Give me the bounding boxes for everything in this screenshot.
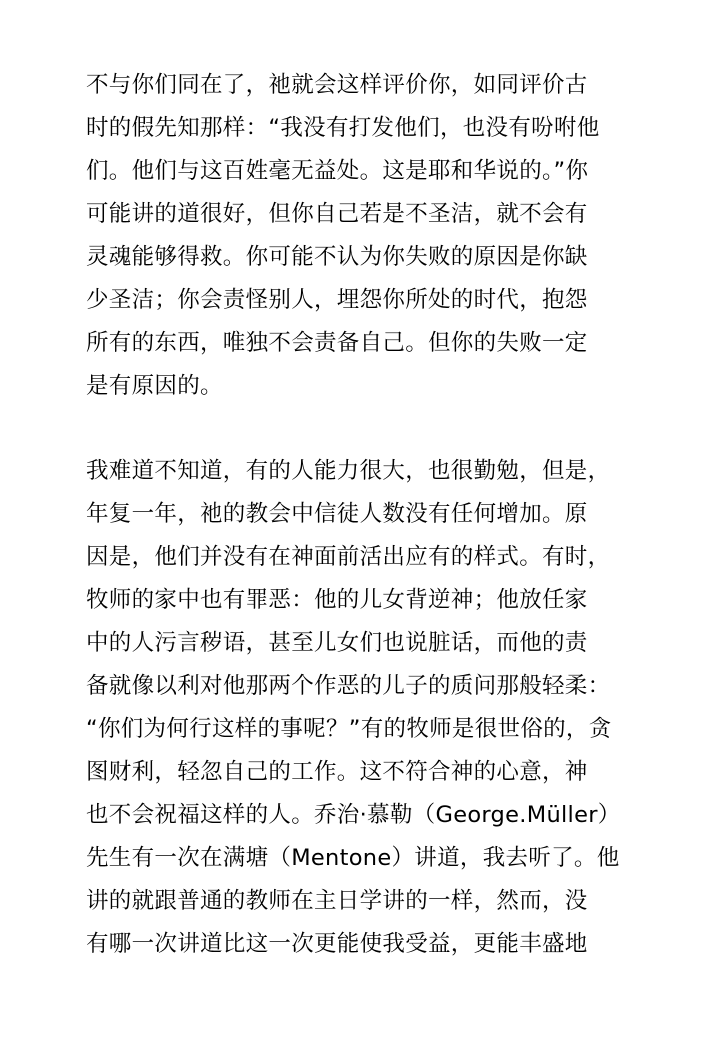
paragraph-2 (86, 450, 646, 966)
paragraph-1 (86, 64, 646, 408)
paragraph-line: 是有原因的。 (86, 373, 223, 399)
paragraph-line: 时的假先知那样：“我没有打发他们，也没有吩咐他 (86, 115, 600, 141)
paragraph-line: 有哪一次讲道比这一次更能使我受益，更能丰盛地 (86, 931, 588, 957)
paragraph-line: 年复一年，祂的教会中信徒人数没有任何增加。原 (86, 501, 588, 527)
paragraph-line: 备就像以利对他那两个作恶的儿子的质问那般轻柔： (86, 673, 611, 699)
paragraph-line: 先生有一次在满塘（Mentone）讲道，我去听了。他 (86, 845, 620, 871)
paragraph-line: 我难道不知道，有的人能力很大，也很勤勉，但是， (86, 458, 611, 484)
paragraph-line: 牧师的家中也有罪恶：他的儿女背逆神；他放任家 (86, 587, 588, 613)
paragraph-line: “你们为何行这样的事呢？”有的牧师是很世俗的，贪 (86, 716, 612, 742)
paragraph-line: 不与你们同在了，祂就会这样评价你，如同评价古 (86, 72, 588, 98)
paragraph-line: 们。他们与这百姓毫无益处。这是耶和华说的。”你 (86, 158, 589, 184)
paragraph-line: 所有的东西，唯独不会责备自己。但你的失败一定 (86, 330, 588, 356)
paragraph-line: 因是，他们并没有在神面前活出应有的样式。有时， (86, 544, 611, 570)
paragraph-line: 讲的就跟普通的教师在主日学讲的一样，然而，没 (86, 888, 588, 914)
paragraph-line: 也不会祝福这样的人。乔治·慕勒（George.Müller） (86, 802, 621, 828)
paragraph-line: 可能讲的道很好，但你自己若是不圣洁，就不会有 (86, 201, 588, 227)
paragraph-line: 灵魂能够得救。你可能不认为你失败的原因是你缺 (86, 244, 588, 270)
paragraph-line: 少圣洁；你会责怪别人，埋怨你所处的时代，抱怨 (86, 287, 588, 313)
paragraph-line: 中的人污言秽语，甚至儿女们也说脏话，而他的责 (86, 630, 588, 656)
paragraph-line: 图财利，轻忽自己的工作。这不符合神的心意，神 (86, 759, 588, 785)
